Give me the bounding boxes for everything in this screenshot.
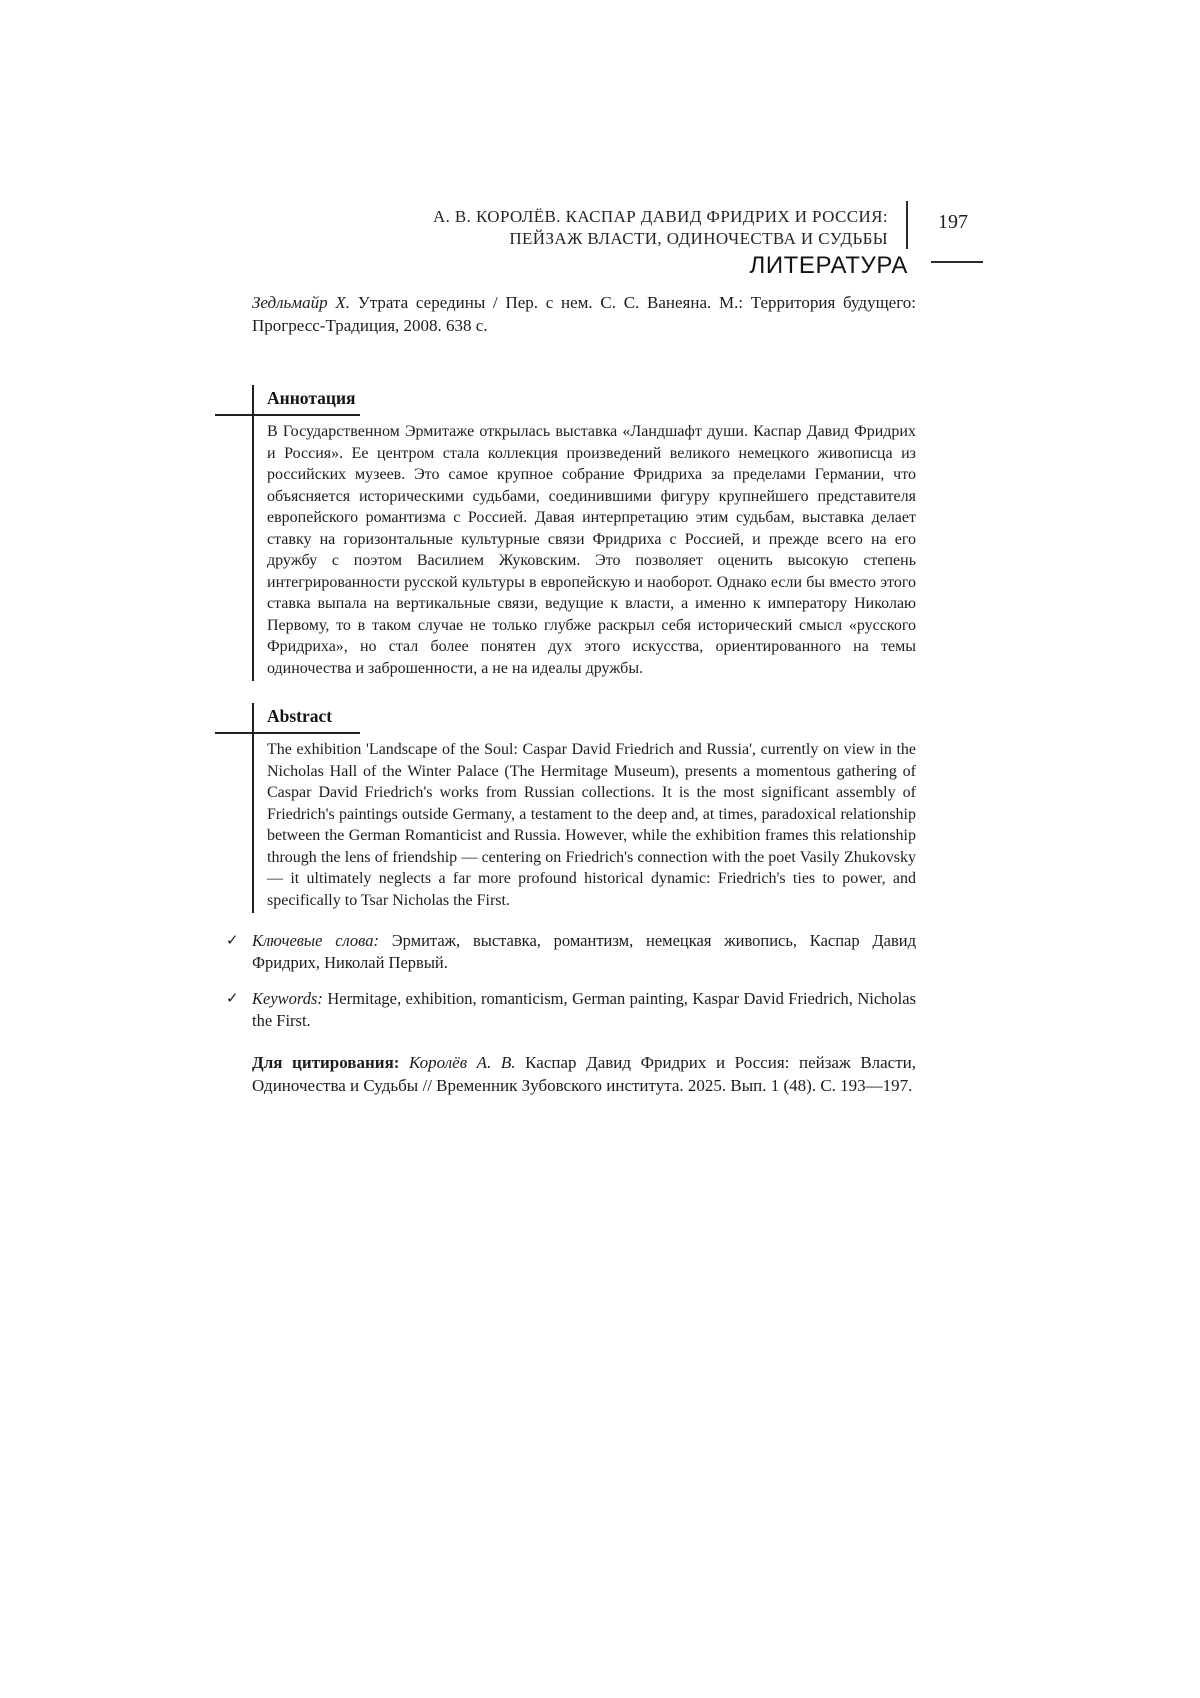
check-icon: ✓ [226,991,239,1007]
annotation-heading: Аннотация [267,388,356,408]
reference-text: Утрата середины / Пер. с нем. С. С. Ванеяна. М.: Территория будущего: Прогресс-Традиция, 2008. 638 с. [252,293,916,335]
annotation-text: В Государственном Эрмитаже открылась выставка «Ландшафт души. Каспар Давид Фридрих и Россия». Ее центром стала коллекция произведений великого немецкого живописца из российских музеев. Это самое крупное собрание Фридриха за пределами Германии, что объясняется историческими судьбами, соединившими фигуру крупнейшего представителя европейского романтизма с Россией. Давая интерпретацию этим судьбам, выставка делает ставку на горизонтальные культурные связи Фридриха с Россией, и прежде всего на его дружбу с поэтом Василием Жуковским. Это позволяет оценить высокую степень интегрированности русской культуры в европейскую и наоборот. Однако если бы вместо этого ставка выпала на вертикальные связи, ведущие к власти, а именно к императору Николаю Первому, то в таком случае не только глубже раскрыл себя исторический смысл «русского Фридриха», но стал более понятен дух этого искусства, ориентированного на темы одиночества и заброшенности, а не на идеалы дружбы. [267,423,916,677]
abstract-text: The exhibition 'Landscape of the Soul: Caspar David Friedrich and Russia', currently on view in the Nicholas Hall of the Winter Palace (The Hermitage Museum), presents a momentous gathering of Caspar David Friedrich's works from Russian collections. It is the most significant assembly of Friedrich's paintings outside Germany, a testament to the deep and, at times, paradoxical relationship between the German Romanticist and Russia. However, while the exhibition frames this relationship through the lens of friendship — centering on Friedrich's connection with the poet Vasily Zhukovsky — it ultimately neglects a far more profound historical dynamic: Friedrich's ties to power, and specifically to Tsar Nicholas the First. [267,741,916,909]
reference-author: Зедльмайр Х. [252,293,350,312]
annotation-heading-rule [215,414,360,416]
literature-heading: ЛИТЕРАТУРА [749,252,908,279]
keywords-en-label: Keywords: [252,989,323,1008]
running-header [433,206,888,250]
main-text-column [226,292,917,1097]
keywords-ru-item [226,930,916,974]
citation-note [252,1052,916,1097]
abstract-heading: Abstract [267,706,333,726]
keywords-en-text: Hermitage, exhibition, romanticism, German painting, Kaspar David Friedrich, Nicholas the First. [252,989,916,1030]
keywords-ru-text: Эрмитаж, выставка, романтизм, немецкая живопись, Каспар Давид Фридрих, Николай Первый. [252,931,916,972]
abstract-block [252,703,916,913]
keywords-ru-label: Ключевые слова: [252,931,379,950]
annotation-block [252,385,916,681]
abstract-heading-rule [215,732,360,734]
page-number: 197 [938,211,968,233]
page-number-rule [931,261,983,263]
running-header-line2: ПЕЙЗАЖ ВЛАСТИ, ОДИНОЧЕСТВА И СУДЬБЫ [509,229,888,248]
bibliography-reference [252,292,916,337]
running-header-line1: А. В. КОРОЛЁВ. КАСПАР ДАВИД ФРИДРИХ И РОССИЯ: [432,207,888,226]
keywords-list [226,930,916,1032]
citation-author: Королёв А. В. [409,1053,526,1072]
citation-text: Каспар Давид Фридрих и Россия: пейзаж Власти, Одиночества и Судьбы // Временник Зубовского института. 2025. Вып. 1 (48). С. 193—197. [252,1053,917,1095]
header-divider-line [906,201,908,249]
check-icon: ✓ [226,933,239,949]
citation-label: Для цитирования: [252,1053,410,1072]
keywords-en-item [226,988,916,1032]
